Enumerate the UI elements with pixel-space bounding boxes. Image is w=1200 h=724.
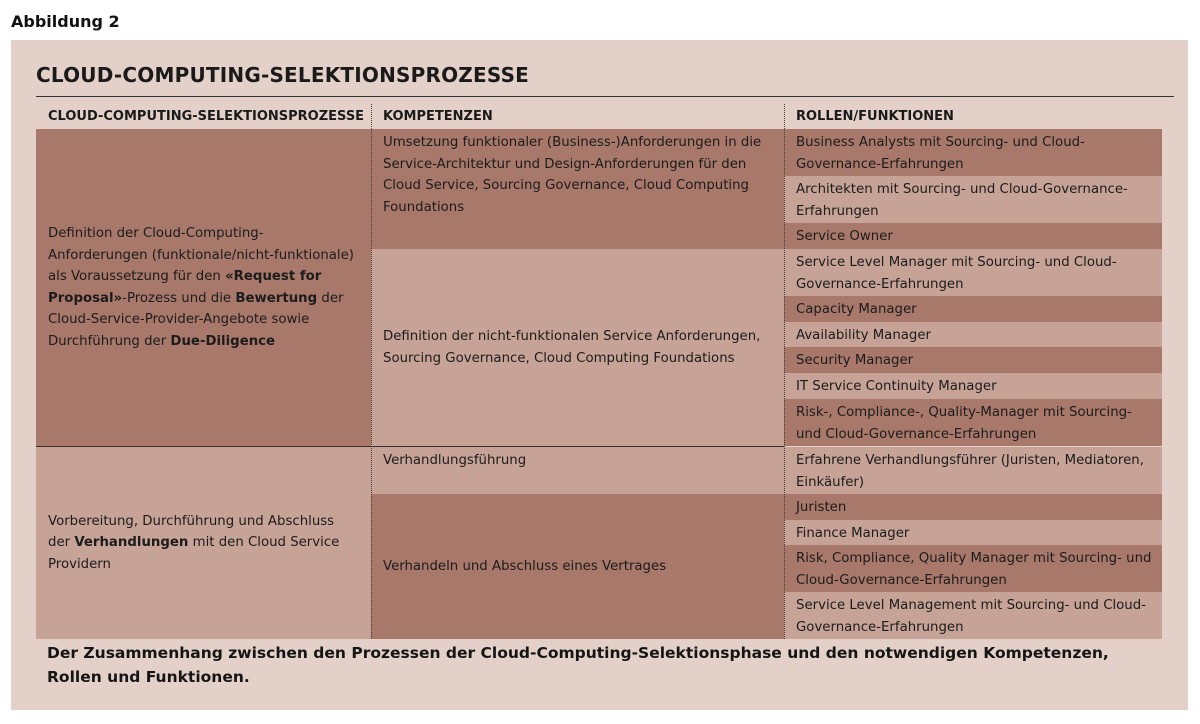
role-capacity-manager: Capacity Manager	[784, 296, 1162, 322]
header-competencies: KOMPETENZEN	[383, 109, 493, 124]
role-risk-compliance-quality-manager: Risk-, Compliance-, Quality-Manager mit Sourcing- und Cloud-Governance-Erfahrungen	[784, 399, 1162, 446]
process-text-part: Definition der Cloud-Computing-Anforderungen (funktionale/nicht-funktionale) als Voraussetzung für den	[48, 226, 354, 284]
process-text	[48, 511, 357, 576]
role-service-level-management: Service Level Management mit Sourcing- und Cloud-Governance-Erfahrungen	[784, 592, 1162, 639]
process-text-bold: Verhandlungen	[74, 535, 189, 551]
role-service-owner: Service Owner	[784, 223, 1162, 249]
title-rule	[36, 96, 1174, 97]
header-processes: CLOUD-COMPUTING-SELEKTIONSPROZESSE	[48, 109, 365, 124]
process-requirements	[36, 129, 371, 446]
column-separator	[371, 104, 372, 639]
process-text-part: -Prozess und die	[122, 290, 236, 306]
role-risk-compliance-quality: Risk, Compliance, Quality Manager mit Sourcing- und Cloud-Governance-Erfahrungen	[784, 545, 1162, 592]
process-text-bold: Bewertung	[235, 290, 318, 306]
role-lawyers: Juristen	[784, 494, 1162, 520]
competency-functional: Umsetzung funktionaler (Business-)Anforderungen in die Service-Architektur und Design-Anforderungen für den Cloud Service, Sourcing Governance, Cloud Computing Foundations	[371, 129, 784, 249]
role-finance-manager: Finance Manager	[784, 520, 1162, 545]
role-security-manager: Security Manager	[784, 347, 1162, 373]
role-negotiators: Erfahrene Verhandlungsführer (Juristen, Mediatoren, Einkäufer)	[784, 447, 1162, 494]
competency-negotiation-lead: Verhandlungsführung	[371, 447, 784, 494]
figure-caption: Der Zusammenhang zwischen den Prozessen der Cloud-Computing-Selektionsphase und den notwendigen Kompetenzen, Rollen und Funktionen.	[47, 644, 1109, 686]
process-text	[48, 223, 357, 352]
competency-nonfunctional: Definition der nicht-funktionalen Service Anforderungen, Sourcing Governance, Cloud Computing Foundations	[371, 249, 784, 446]
section-separator	[36, 446, 784, 447]
role-it-service-continuity-manager: IT Service Continuity Manager	[784, 373, 1162, 399]
process-text-part: der Cloud-Service-Provider-Angebote sowie Durchführung der	[48, 290, 344, 349]
process-text-bold: Due-Diligence	[170, 333, 276, 349]
process-negotiation	[36, 447, 371, 639]
column-separator	[784, 104, 785, 639]
figure-title: CLOUD-COMPUTING-SELEKTIONSPROZESSE	[36, 63, 530, 87]
process-text-part: Vorbereitung, Durchführung und Abschluss der	[48, 513, 335, 551]
process-text-bold: «Request for Proposal»	[48, 269, 322, 306]
role-service-level-manager: Service Level Manager mit Sourcing- und Cloud-Governance-Erfahrungen	[784, 249, 1162, 296]
figure-label: Abbildung 2	[11, 12, 120, 31]
selection-table	[36, 104, 1162, 639]
process-text-part: mit den Cloud Service Providern	[48, 535, 340, 572]
header-roles: ROLLEN/FUNKTIONEN	[796, 109, 954, 124]
role-architects: Architekten mit Sourcing- und Cloud-Governance-Erfahrungen	[784, 176, 1162, 223]
role-business-analysts: Business Analysts mit Sourcing- und Cloud-Governance-Erfahrungen	[784, 129, 1162, 176]
competency-contract: Verhandeln und Abschluss eines Vertrages	[371, 494, 784, 639]
role-availability-manager: Availability Manager	[784, 322, 1162, 347]
figure-panel	[11, 40, 1188, 710]
